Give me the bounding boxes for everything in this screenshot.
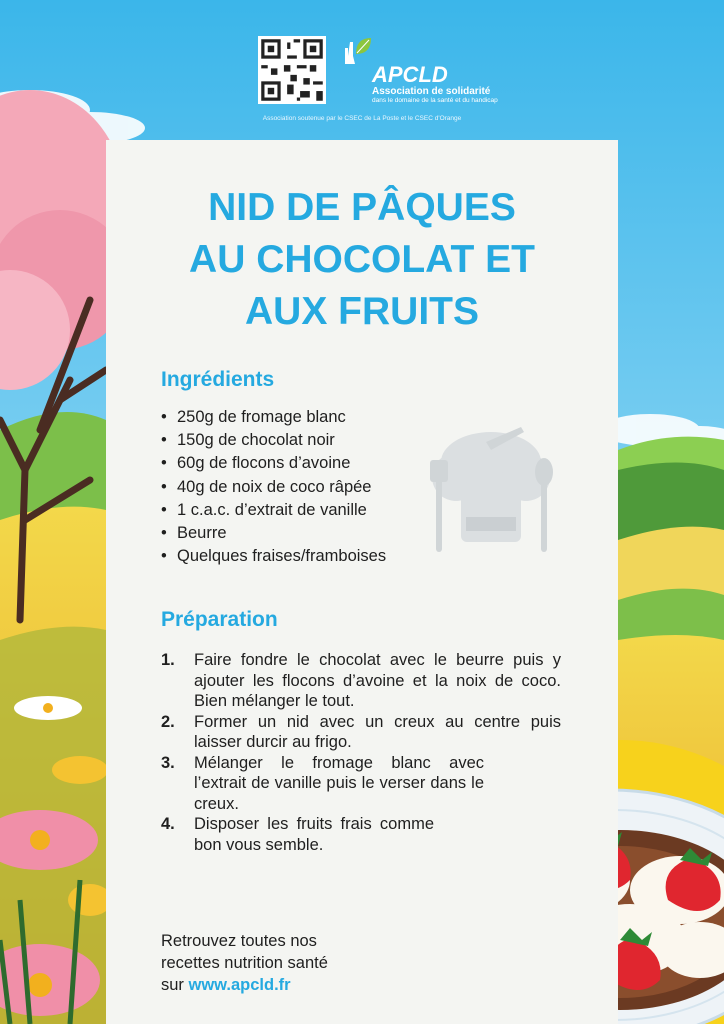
list-item: • Beurre <box>161 522 386 545</box>
header <box>0 0 724 130</box>
list-item <box>161 814 434 855</box>
recipe-title <box>106 182 618 338</box>
step-text: Disposer les fruits frais comme bon vous semble. <box>194 815 434 854</box>
list-item <box>161 650 561 712</box>
preparation-steps <box>161 650 561 855</box>
logo-name: APCLD <box>372 62 448 87</box>
chef-hat-icon <box>416 422 566 562</box>
list-item <box>161 753 484 815</box>
footer-text <box>161 930 328 996</box>
step-number: 1. <box>161 651 175 669</box>
logo-tagline: Association de solidarité <box>372 86 491 97</box>
list-item <box>161 712 561 753</box>
step-number: 3. <box>161 753 175 772</box>
hand-leaf-icon <box>342 36 372 66</box>
ingredients-list <box>161 406 386 568</box>
step-text: Mélanger le fromage blanc avec l’extrait de vanille puis le verser dans le creux. <box>194 753 484 813</box>
step-number: 4. <box>161 815 175 833</box>
list-item: • 40g de noix de coco râpée <box>161 476 386 499</box>
preparation-heading: Préparation <box>161 608 278 631</box>
step-text: Faire fondre le chocolat avec le beurre puis y ajouter les flocons d’avoine et la noix de coco. Bien mélanger le tout. <box>194 651 561 710</box>
qr-code-icon[interactable] <box>258 36 326 104</box>
step-number: 2. <box>161 712 175 731</box>
list-item: • Quelques fraises/framboises <box>161 545 386 568</box>
footer-line: recettes nutrition santé <box>161 954 328 972</box>
title-line: NID DE PÂQUES <box>208 186 516 229</box>
apcld-logo <box>342 36 498 106</box>
footer-line: Retrouvez toutes nos <box>161 932 317 950</box>
support-text: Association soutenue par le CSEC de La Poste et le CSEC d'Orange <box>262 115 462 122</box>
website-link[interactable]: www.apcld.fr <box>188 976 291 994</box>
list-item: • 60g de flocons d’avoine <box>161 452 386 475</box>
list-item: • 250g de fromage blanc <box>161 406 386 429</box>
footer-prefix: sur <box>161 976 189 994</box>
logo-subtagline: dans le domaine de la santé et du handicap <box>372 97 498 104</box>
ingredients-heading: Ingrédients <box>161 368 275 391</box>
recipe-card <box>106 140 618 1024</box>
list-item: • 150g de chocolat noir <box>161 429 386 452</box>
title-line: AUX FRUITS <box>245 290 479 333</box>
step-text: Former un nid avec un creux au centre puis laisser durcir au frigo. <box>194 712 561 751</box>
footer-line <box>161 974 328 996</box>
title-line: AU CHOCOLAT ET <box>189 238 535 281</box>
list-item: • 1 c.a.c. d’extrait de vanille <box>161 499 386 522</box>
